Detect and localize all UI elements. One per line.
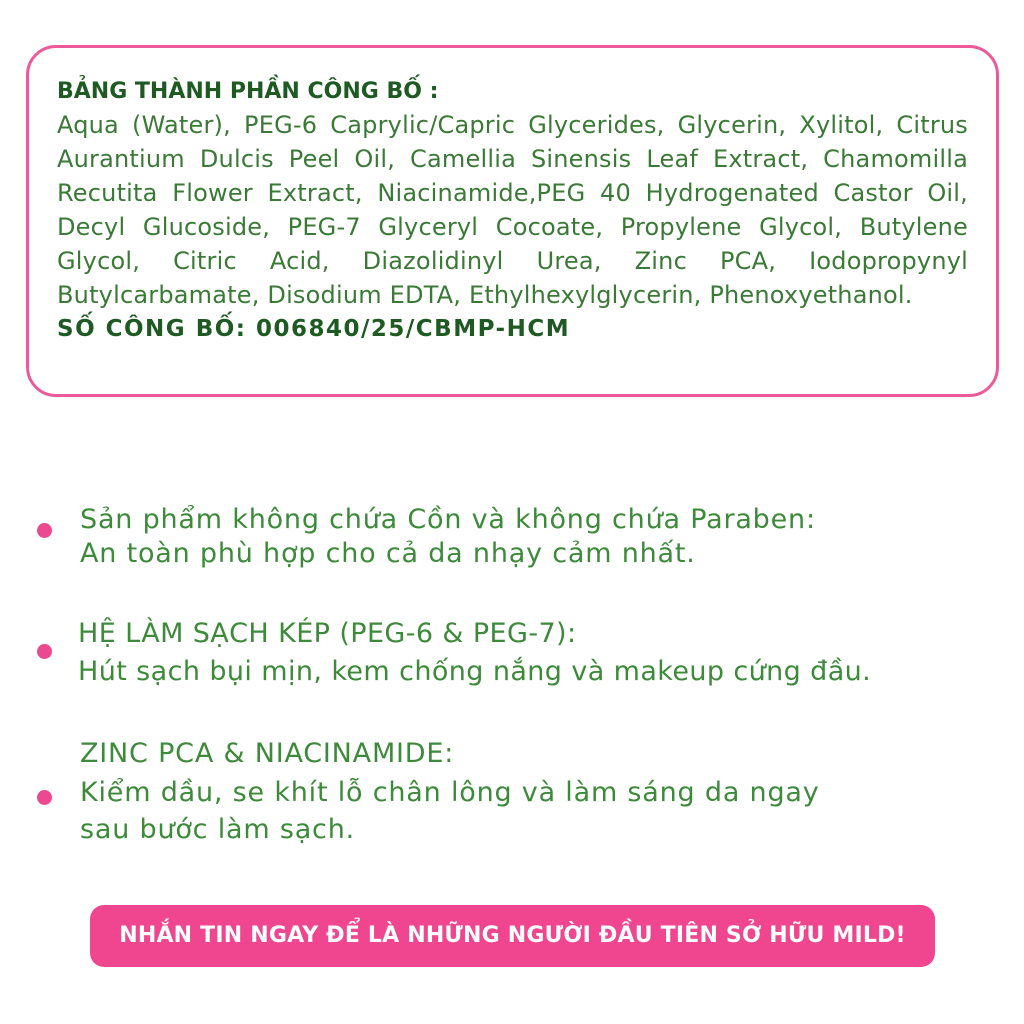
feature-line: sau bước làm sạch. — [80, 814, 355, 845]
ingredients-list: Aqua (Water), PEG-6 Caprylic/Capric Glycerides, Glycerin, Xylitol, Citrus Aurantium Dulcis Peel Oil, Camellia Sinensis Leaf Extract, Chamomilla Recutita Flower Extract, Niacinamide,PEG 40 Hydrogenated Castor Oil, Decyl Glucoside, PEG-7 Glyceryl Cocoate, Propylene Glycol, Butylene Glycol, Citric Acid, Diazolidinyl Urea, Zinc PCA, Iodopropynyl Butylcarbamate, Disodium EDTA, Ethylhexylglycerin, Phenoxyethanol. — [57, 111, 968, 309]
feature-line: Sản phẩm không chứa Cồn và không chứa Paraben: — [80, 504, 816, 535]
ingredients-box — [26, 45, 999, 397]
bullet-icon — [37, 523, 52, 538]
registration-number: SỐ CÔNG BỐ: 006840/25/CBMP-HCM — [57, 316, 571, 342]
ingredients-title: BẢNG THÀNH PHẦN CÔNG BỐ : — [57, 79, 439, 104]
bullet-icon — [37, 644, 52, 659]
feature-line: An toàn phù hợp cho cả da nhạy cảm nhất. — [80, 538, 696, 569]
feature-line: ZINC PCA & NIACINAMIDE: — [80, 738, 455, 769]
message-now-button[interactable]: NHẮN TIN NGAY ĐỂ LÀ NHỮNG NGƯỜI ĐẦU TIÊN SỞ HỮU MILD! — [90, 905, 935, 967]
feature-text — [80, 737, 820, 847]
feature-line: Kiểm dầu, se khít lỗ chân lông và làm sáng da ngay — [80, 777, 820, 808]
feature-text — [78, 617, 871, 689]
feature-text — [80, 503, 816, 571]
feature-line: Hút sạch bụi mịn, kem chống nắng và makeup cứng đầu. — [78, 656, 872, 687]
bullet-icon — [37, 790, 52, 805]
feature-line: HỆ LÀM SẠCH KÉP (PEG-6 & PEG-7): — [78, 618, 577, 649]
